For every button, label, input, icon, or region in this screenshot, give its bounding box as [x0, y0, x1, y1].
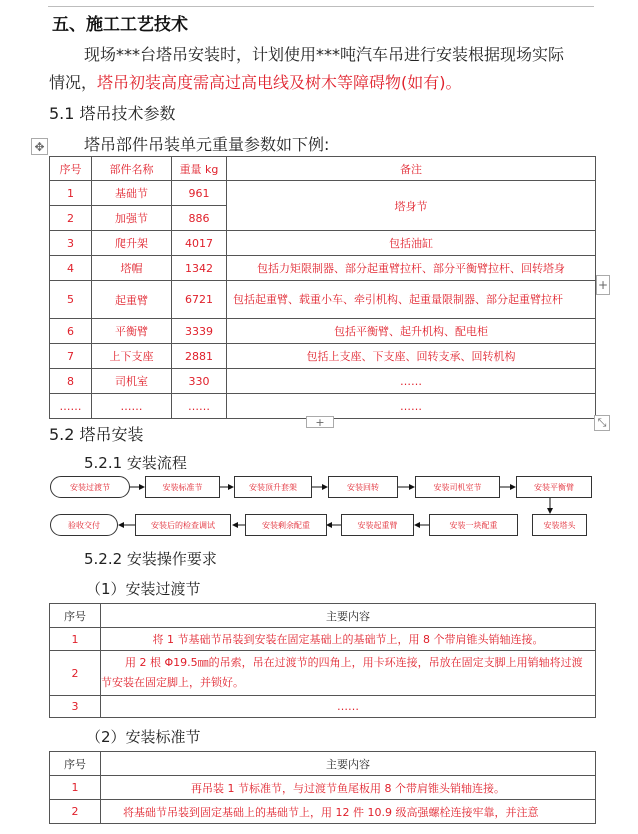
flow-step-remaining-counterweight: 安装剩余配重: [245, 514, 327, 536]
cell-seq: 8: [50, 369, 92, 394]
table-row: [50, 181, 596, 206]
table-move-handle[interactable]: ✥: [31, 138, 48, 155]
cell-weight: 3339: [172, 319, 227, 344]
table-row: [50, 369, 596, 394]
table-row: [50, 281, 596, 319]
cell-part: 起重臂: [92, 281, 172, 319]
header-content: 主要内容: [101, 752, 596, 776]
intro-line-2-highlight: 塔吊初装高度需高过高电线及树木等障碍物(如有)。: [97, 73, 462, 92]
cell-seq: 2: [50, 206, 92, 231]
add-column-button[interactable]: +: [596, 275, 610, 295]
cell-note: ……: [227, 394, 596, 419]
cell-seq: 2: [50, 800, 101, 824]
flow-step-install-tower-head: 安装塔头: [532, 514, 587, 536]
section-5-1-title: 5.1 塔吊技术参数: [49, 104, 176, 123]
flow-step-install-transition: 安装过渡节: [50, 476, 130, 498]
cell-note: ……: [227, 369, 596, 394]
top-rule: [48, 6, 594, 7]
table-row: [50, 256, 596, 281]
cell-seq: 2: [50, 651, 101, 696]
standard-section-table: [49, 751, 596, 824]
cell-part: ……: [92, 394, 172, 419]
cell-weight: 6721: [172, 281, 227, 319]
cell-content: 再吊装 1 节标准节，与过渡节鱼尾板用 8 个带肩锥头销轴连接。: [101, 776, 596, 800]
cell-note-merged: 塔身节: [227, 181, 596, 231]
section-heading: 五、施工工艺技术: [52, 15, 188, 35]
cell-part: 基础节: [92, 181, 172, 206]
flow-step-inspection: 安装后的检查调试: [135, 514, 231, 536]
header-weight: 重量 kg: [172, 157, 227, 181]
cell-seq: 1: [50, 628, 101, 651]
cell-note: 包括上支座、下支座、回转支承、回转机构: [227, 344, 596, 369]
table-header-row: [50, 157, 596, 181]
flow-step-install-climbing-frame: 安装顶升套架: [234, 476, 312, 498]
intro-line-2: [49, 70, 462, 93]
cell-part: 上下支座: [92, 344, 172, 369]
cell-weight: 1342: [172, 256, 227, 281]
table-row: [50, 628, 596, 651]
flow-step-install-jib: 安装起重臂: [341, 514, 414, 536]
cell-part: 平衡臂: [92, 319, 172, 344]
header-note: 备注: [227, 157, 596, 181]
section-5-2-2-title: 5.2.2 安装操作要求: [84, 550, 217, 568]
flow-step-install-slewing: 安装回转: [328, 476, 398, 498]
cell-note: 包括油缸: [227, 231, 596, 256]
table-row: [50, 231, 596, 256]
header-part: 部件名称: [92, 157, 172, 181]
table-row: [50, 776, 596, 800]
section-5-2-title: 5.2 塔吊安装: [49, 425, 144, 444]
header-seq: 序号: [50, 157, 92, 181]
flow-step-install-standard: 安装标准节: [145, 476, 220, 498]
cell-seq: 1: [50, 181, 92, 206]
cell-content: 用 2 根 Φ19.5㎜的吊索，吊在过渡节的四角上，用卡环连接，吊放在固定支脚上用销轴将过渡节安装在固定脚上，并锁好。: [101, 651, 596, 696]
section-5-1-text: 塔吊部件吊装单元重量参数如下例:: [84, 135, 330, 154]
table-row: [50, 696, 596, 718]
cell-seq: 6: [50, 319, 92, 344]
cell-content: 将基础节吊装到固定基础上的基础节上，用 12 件 10.9 级高强螺栓连接牢靠，并注意: [101, 800, 596, 824]
cell-content: ……: [101, 696, 596, 718]
cell-note: 包括力矩限制器、部分起重臂拉杆、部分平衡臂拉杆、回转塔身: [227, 256, 596, 281]
table-row: [50, 800, 596, 824]
cell-seq: 7: [50, 344, 92, 369]
cell-seq: 1: [50, 776, 101, 800]
header-seq: 序号: [50, 752, 101, 776]
table-resize-handle[interactable]: ⤡: [594, 415, 610, 431]
cell-part: 爬升架: [92, 231, 172, 256]
cell-part: 塔帽: [92, 256, 172, 281]
cell-weight: 961: [172, 181, 227, 206]
add-row-button[interactable]: +: [306, 416, 334, 428]
flow-step-one-counterweight: 安装一块配重: [429, 514, 518, 536]
cell-seq: ……: [50, 394, 92, 419]
section-5-2-1-title: 5.2.1 安装流程: [84, 454, 187, 472]
header-content: 主要内容: [101, 604, 596, 628]
cell-note: 包括平衡臂、起升机构、配电柜: [227, 319, 596, 344]
cell-seq: 3: [50, 696, 101, 718]
flow-step-acceptance: 验收交付: [50, 514, 118, 536]
cell-part: 加强节: [92, 206, 172, 231]
transition-section-table: [49, 603, 596, 718]
table-row: [50, 319, 596, 344]
intro-line-2-prefix: 情况，: [49, 73, 98, 92]
cell-content: 将 1 节基础节吊装到安装在固定基础上的基础节上，用 8 个带肩锥头销轴连接。: [101, 628, 596, 651]
header-seq: 序号: [50, 604, 101, 628]
cell-seq: 4: [50, 256, 92, 281]
cell-weight: 330: [172, 369, 227, 394]
table-header-row: [50, 604, 596, 628]
flow-step-install-cab-section: 安装司机室节: [415, 476, 500, 498]
cell-part: 司机室: [92, 369, 172, 394]
cell-weight: 2881: [172, 344, 227, 369]
table-row: [50, 651, 596, 696]
component-weight-table: [49, 156, 596, 419]
cell-weight: 4017: [172, 231, 227, 256]
cell-seq: 3: [50, 231, 92, 256]
item-1-title: （1）安装过渡节: [86, 580, 201, 598]
cell-weight: ……: [172, 394, 227, 419]
intro-line-1: 现场***台塔吊安装时，计划使用***吨汽车吊进行安装根据现场实际: [84, 45, 565, 64]
table-header-row: [50, 752, 596, 776]
table-row: [50, 344, 596, 369]
cell-seq: 5: [50, 281, 92, 319]
cell-note: 包括起重臂、载重小车、牵引机构、起重量限制器、部分起重臂拉杆: [227, 281, 596, 319]
cell-weight: 886: [172, 206, 227, 231]
flow-step-install-counter-jib: 安装平衡臂: [516, 476, 592, 498]
item-2-title: （2）安装标准节: [86, 728, 201, 746]
